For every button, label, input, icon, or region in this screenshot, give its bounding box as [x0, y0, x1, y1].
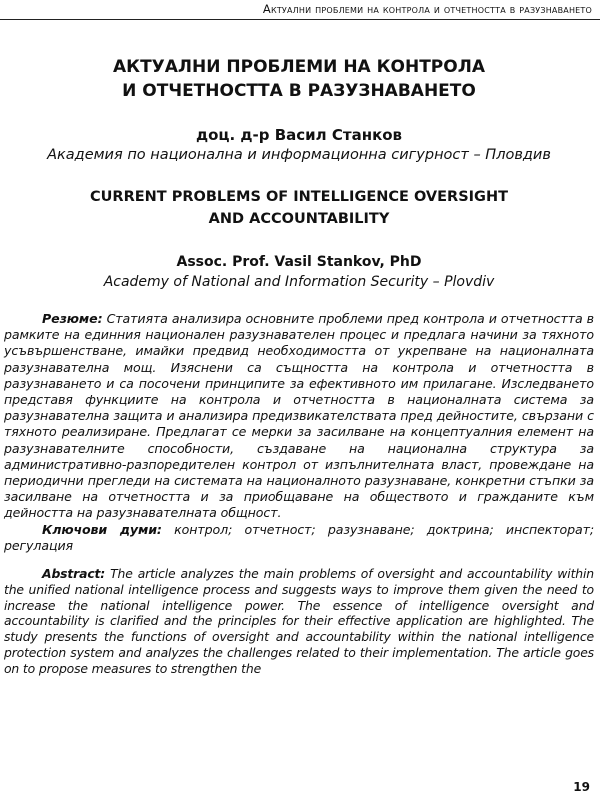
article-body — [4, 40, 594, 677]
abstract-en-paragraph — [4, 566, 594, 677]
article-title-bg — [4, 55, 594, 103]
keywords-bg-text: контрол; отчетност; разузнаване; доктрина; инспекторат; регулация — [4, 521, 594, 553]
keywords-bg-label: Ключови думи: — [42, 521, 162, 537]
abstract-bg — [4, 311, 594, 554]
keywords-bg — [4, 522, 594, 554]
title-bg-line-2: И ОТЧЕТНОСТТА В РАЗУЗНАВАНЕТО — [122, 81, 476, 101]
affiliation-bg: Академия по национална и информационна сигурност – Пловдив — [47, 147, 551, 163]
title-en-line-1: CURRENT PROBLEMS OF INTELLIGENCE OVERSIGHT — [90, 189, 508, 205]
page-number: 19 — [573, 780, 590, 794]
affiliation-en: Academy of National and Information Security – Plovdiv — [103, 274, 495, 290]
running-head: Актуални проблеми на контрола и отчетността в разузнаването — [0, 0, 600, 20]
title-bg-line-1: АКТУАЛНИ ПРОБЛЕМИ НА КОНТРОЛА — [113, 57, 485, 77]
author-en: Assoc. Prof. Vasil Stankov, PhD — [176, 254, 422, 270]
abstract-en — [4, 566, 594, 677]
abstract-bg-label: Резюме: — [42, 311, 103, 326]
article-title-en — [4, 186, 594, 230]
author-bg: доц. д-р Васил Станков — [195, 126, 403, 144]
title-en-line-2: AND ACCOUNTABILITY — [208, 211, 390, 227]
abstract-en-label: Abstract: — [42, 566, 106, 582]
abstract-bg-paragraph — [4, 311, 594, 522]
abstract-en-text: The article analyzes the main problems of oversight and accountability within the unified national intelligence process and suggests ways to improve them given the need to increase the national intelligence power. The essence of intelligence oversight and accountability is clarified and the principles for their effective application are highlighted. The study presents the functions of oversight and accountability within the national intelligence protection system and analyzes the challenges related to their implementation. The article goes on to propose measures to strengthen the — [4, 566, 594, 676]
abstract-bg-text: Статията анализира основните проблеми пред контрола и отчетността в рамките на единния национален разузнавателен процес и предлага начини за тяхното усъвършенстване, имайки предвид необходимостта от укрепване на националната разузнавателна мощ. Изяснени са същността на контрола и отчетността в разузнаването и са посочени принципите за ефективното им прилагане. Изследването представя функциите на контрола и отчетността в националната система за разузнавателна защита и анализира предизвикателствата пред дейностите, свързани с тяхното реализиране. Предлагат се мерки за засилване на концептуалния елемент на разузнавателните способности, създаване на национална структура за административно-разпоредителен контрол от изпълнителната власт, провеждане на периодични прегледи на системата на националното разузнаване, конкретни стъпки за засилване на отчетността и за приобщаване на обществото и гражданите към дейността на разузнавателната общност. — [4, 311, 594, 521]
